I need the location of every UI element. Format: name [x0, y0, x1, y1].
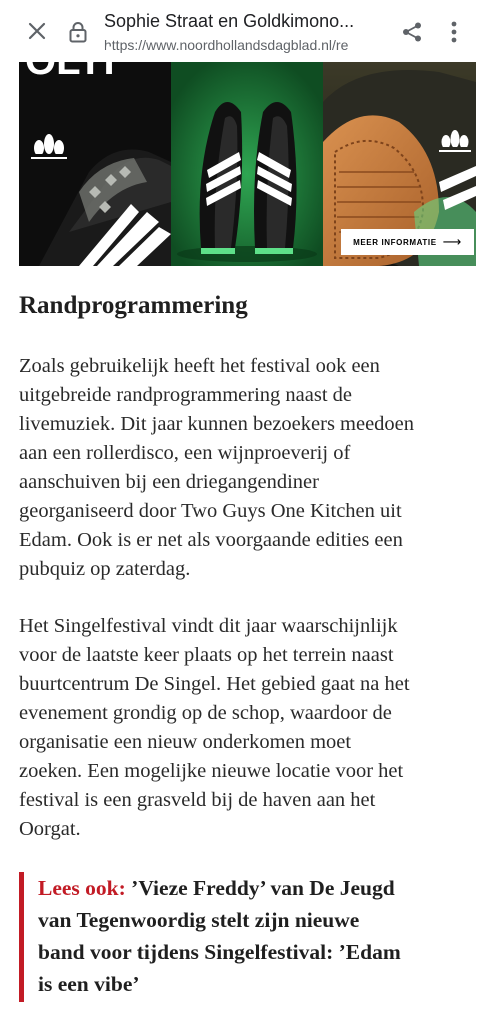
arrow-right-icon: ⟶: [442, 234, 462, 249]
page-url: https://www.noordhollandsdagblad.nl/re: [104, 37, 349, 53]
ad-cta-label: MEER INFORMATIE: [353, 237, 437, 247]
ad-headline-fragment: OLYI: [25, 39, 115, 83]
read-also-content[interactable]: [38, 872, 477, 1000]
read-also-title[interactable]: ’Vieze Freddy’ van De Jeugd van Tegenwoordig stelt zijn nieuwe band voor tijdens Singelfestival: ’Edam is een vibe’: [38, 876, 401, 996]
ad-panel-left: [19, 39, 171, 266]
ad-panel-middle: [171, 62, 323, 266]
article-paragraph-2: Het Singelfestival vindt dit jaar waarschijnlijk voor de laatste keer plaats op het terrein naast buurtcentrum De Singel. Het gebied gaat na het evenement grondig op de schop, waardoor de organisatie een nieuw onderkomen moet zoeken. Een mogelijke nieuwe locatie voor het festival is een grasveld bij de haven aan het Oorgat.: [19, 615, 410, 840]
section-heading: Randprogrammering: [19, 292, 248, 319]
read-also-label: Lees ook:: [38, 876, 126, 900]
page-title: Sophie Straat en Goldkimono...: [104, 11, 355, 31]
more-vert-icon[interactable]: [442, 18, 466, 46]
article-paragraph-1: Zoals gebruikelijk heeft het festival ook een uitgebreide randprogrammering naast de livemuziek. Dit jaar kunnen bezoekers meedoen aan een rollerdisco, een wijnproeverij of aanschuiven bij een driegangendiner georganiseerd door Two Guys One Kitchen uit Edam. Ook is er net als voorgaande edities een pubquiz op zaterdag.: [19, 355, 415, 580]
article-section: [19, 290, 474, 322]
read-also-link[interactable]: [19, 872, 477, 1002]
share-icon[interactable]: [398, 18, 426, 46]
address-area[interactable]: [104, 9, 386, 55]
ad-cta-button[interactable]: [341, 229, 474, 255]
